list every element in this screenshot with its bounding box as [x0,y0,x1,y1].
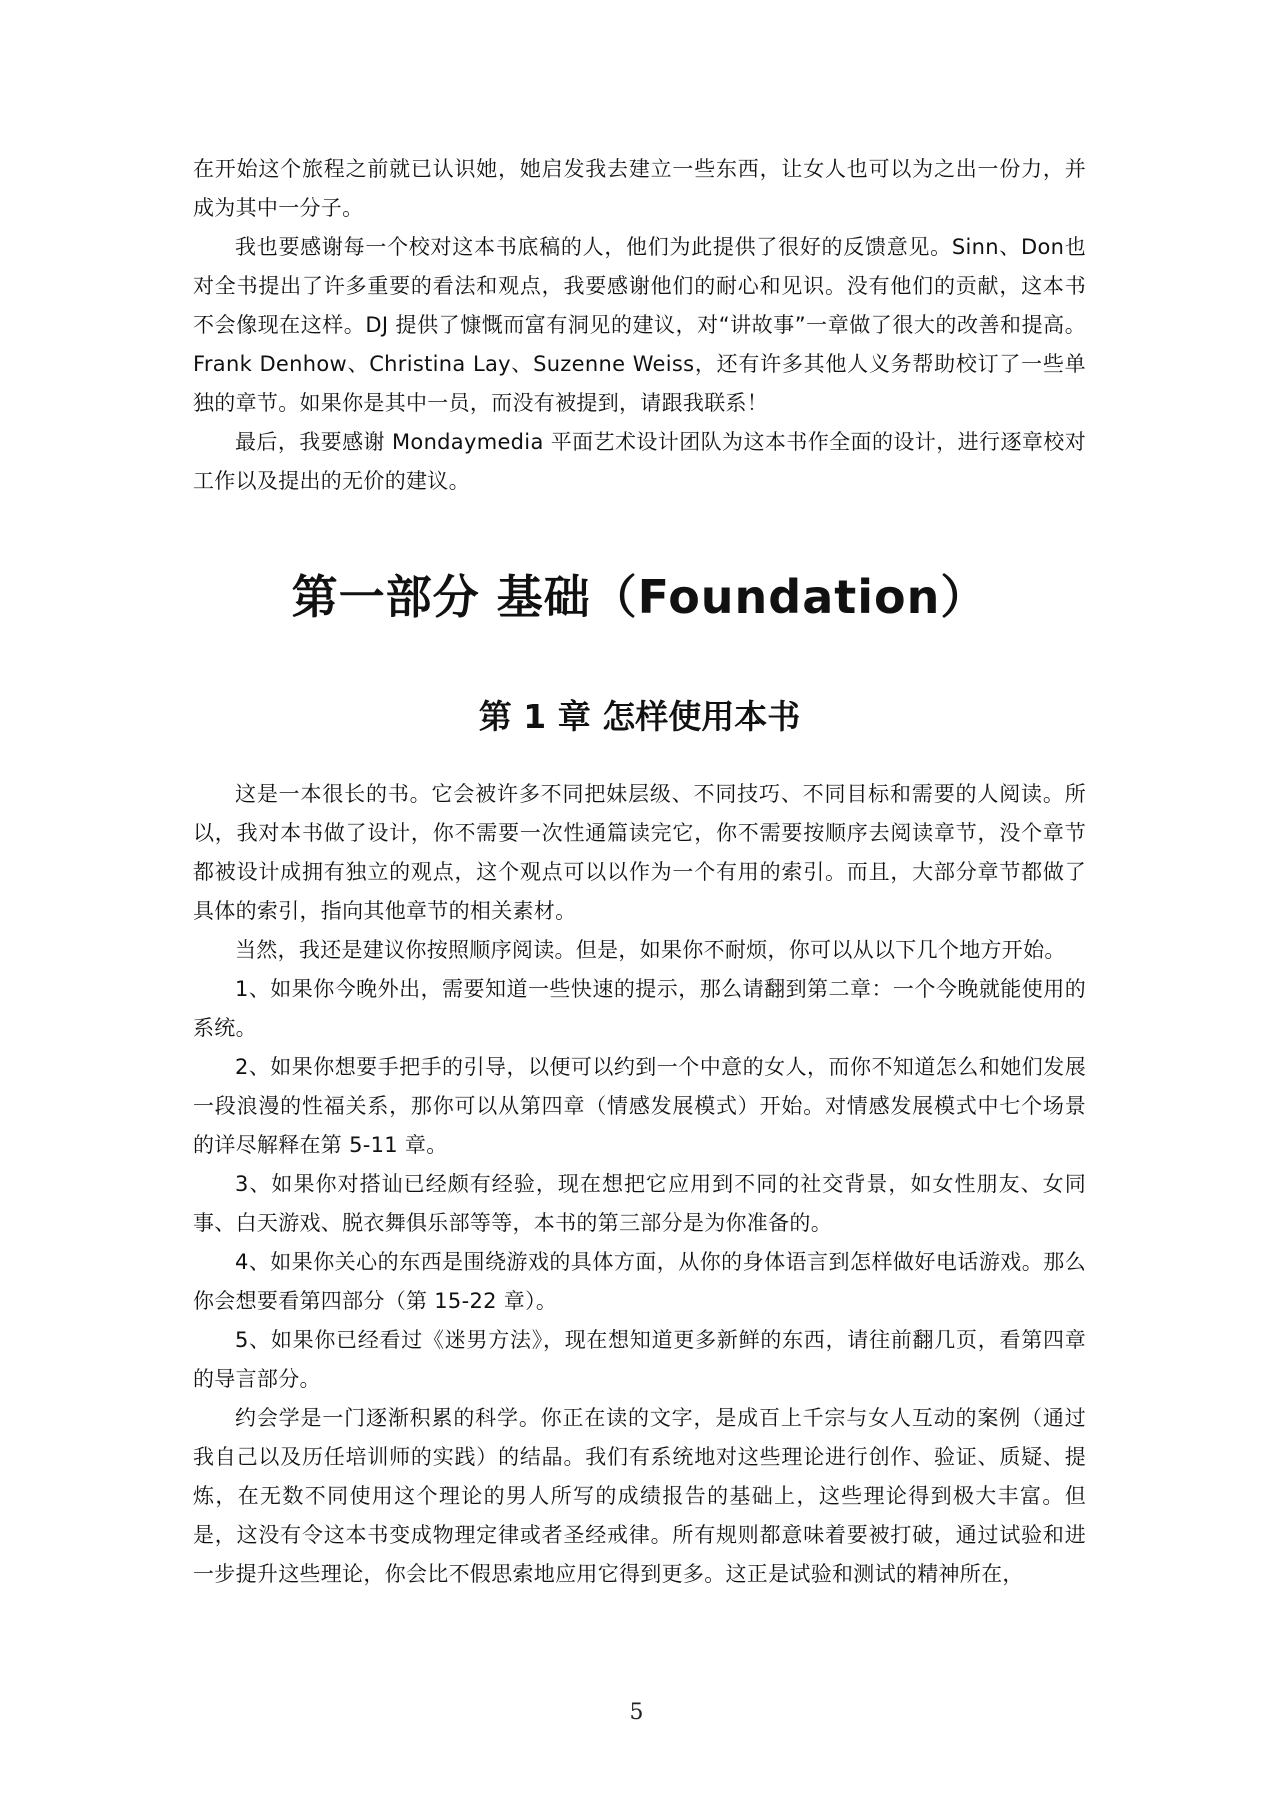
intro-paragraph-3: 最后，我要感谢 Mondaymedia 平面艺术设计团队为这本书作全面的设计，进行逐章校对工作以及提出的无价的建议。 [193,430,1086,493]
intro-paragraph-1: 在开始这个旅程之前就已认识她，她启发我去建立一些东西，让女人也可以为之出一份力，并成为其中一分子。 [193,157,1086,220]
list-item-1: 1、如果你今晚外出，需要知道一些快速的提示，那么请翻到第二章：一个今晚就能使用的系统。 [193,977,1086,1040]
chapter-title: 第 1 章 怎样使用本书 [478,697,801,736]
chapter-paragraph-2: 当然，我还是建议你按照顺序阅读。但是，如果你不耐烦，你可以从以下几个地方开始。 [235,938,1066,962]
list-item-4: 4、如果你关心的东西是围绕游戏的具体方面，从你的身体语言到怎样做好电话游戏。那么你会想要看第四部分（第 15-22 章）。 [193,1250,1086,1313]
chapter-paragraph-1: 这是一本很长的书。它会被许多不同把妹层级、不同技巧、不同目标和需要的人阅读。所以，我对本书做了设计，你不需要一次性通篇读完它，你不需要按顺序去阅读章节，没个章节都被设计成拥有独立的观点，这个观点可以以作为一个有用的索引。而且，大部分章节都做了具体的索引，指向其他章节的相关素材。 [193,782,1086,923]
intro-paragraph-2: 我也要感谢每一个校对这本书底稿的人，他们为此提供了很好的反馈意见。Sinn、Don也对全书提出了许多重要的看法和观点，我要感谢他们的耐心和见识。没有他们的贡献，这本书不会像现在这样。DJ 提供了慷慨而富有洞见的建议，对“讲故事”一章做了很大的改善和提高。Frank Denhow、Christina Lay、Suzenne Weiss，还有许多其他人义务帮助校订了一些单独的章节。如果你是其中一员，而没有被提到，请跟我联系！ [193,235,1086,415]
page-body [193,150,1086,1594]
part-title: 第一部分 基础（Foundation） [291,570,988,624]
page-number: 5 [629,1700,644,1725]
chapter-paragraph-3: 约会学是一门逐渐积累的科学。你正在读的文字，是成百上千宗与女人互动的案例（通过我自己以及历任培训师的实践）的结晶。我们有系统地对这些理论进行创作、验证、质疑、提炼，在无数不同使用这个理论的男人所写的成绩报告的基础上，这些理论得到极大丰富。但是，这没有令这本书变成物理定律或者圣经戒律。所有规则都意味着要被打破，通过试验和进一步提升这些理论，你会比不假思索地应用它得到更多。这正是试验和测试的精神所在， [193,1406,1086,1586]
list-item-5: 5、如果你已经看过《迷男方法》，现在想知道更多新鲜的东西，请往前翻几页，看第四章的导言部分。 [193,1328,1086,1391]
list-item-3: 3、如果你对搭讪已经颇有经验，现在想把它应用到不同的社交背景，如女性朋友、女同事、白天游戏、脱衣舞俱乐部等等，本书的第三部分是为你准备的。 [193,1172,1086,1235]
list-item-2: 2、如果你想要手把手的引导，以便可以约到一个中意的女人，而你不知道怎么和她们发展一段浪漫的性福关系，那你可以从第四章（情感发展模式）开始。对情感发展模式中七个场景的详尽解释在第 5-11 章。 [193,1055,1086,1157]
